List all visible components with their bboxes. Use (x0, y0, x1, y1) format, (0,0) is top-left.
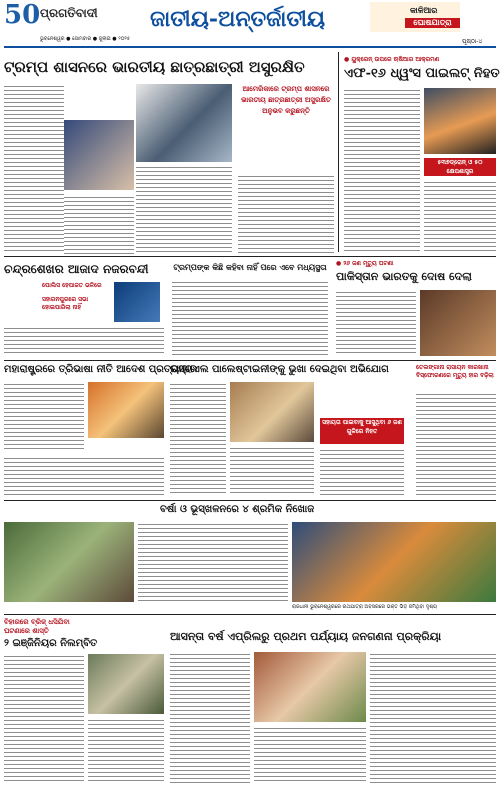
pullquote-trump: ଆମେରିକାରେ ଟ୍ରମ୍ପ ଶାସନରେ ଭାରତୀୟ ଛାତ୍ରଛାତ୍ରୀ ଅସୁରକ୍ଷିତ ଅନୁଭବ କରୁଛନ୍ତି (241, 85, 331, 115)
body-rain (138, 522, 288, 602)
photo-azad (114, 282, 160, 322)
body-israel-1 (170, 382, 226, 496)
photo-bridge (88, 654, 164, 714)
sub-azad-2: ସହାରନପୁରରେ ସଭା ହୋଇପାରିଲା ନାହିଁ (42, 296, 89, 311)
body-azad (4, 326, 164, 356)
date-line: ଭୁବନେଶ୍ୱର ● ସୋମବାର ● ଜୁଲାଇ ● ୨୦୨୫ (40, 36, 130, 42)
body-mediation (172, 280, 328, 356)
body-engineers (4, 654, 84, 784)
stat-f16: ୫୩୭ଡ୍ରୋନ୍ ଓ ୫୦ କ୍ଷେପଣାସ୍ତ୍ର (424, 158, 496, 176)
promo-line1: କାଳିଆର (410, 6, 438, 15)
photo-pakistan (420, 290, 496, 356)
body-maharashtra-1 (4, 382, 84, 452)
body-trump-col2 (64, 195, 134, 255)
headline-rain: ବର୍ଷା ଓ ଭୂସ୍ଖଳନରେ ୪ ଶ୍ରମିକ ନିଖୋଜ (160, 504, 315, 515)
divider-h4 (4, 614, 496, 615)
callout-israel: ସହାୟତା ପାଇବାକୁ ଆସୁଥିବା ୬ ଜଣ ଗୁଳିରେ ନିହତ (320, 418, 404, 444)
headline-f16: ଏଫ-୧୬ ଧ୍ୱଂସ ପାଇଲଟ୍ ନିହତ (344, 66, 500, 81)
body-engineers-2 (88, 718, 164, 784)
body-census-1 (170, 652, 250, 784)
kicker-f16: ● ୟୁକ୍ରେନ୍ ଉପରେ ଋଷିଆର ଆକ୍ରମଣ (344, 56, 440, 63)
headline-israel: ଇସ୍ରାଏଲ ପାଲେଷ୍ଟାଇନୀଙ୍କୁ ଭୁଖା ଦେଇଥିବା ଅଭିଯୋଗ (170, 364, 389, 375)
headline-census: ଆସନ୍ତା ବର୍ଷ ଏପ୍ରିଲରୁ ପ୍ରଥମ ପର୍ଯ୍ୟାୟ ଜନଗଣନା ପ୍ରକ୍ରିୟା (170, 630, 442, 643)
section-title: ଜାତୀୟ-ଅନ୍ତର୍ଜାତୀୟ (150, 6, 326, 32)
paper-name: ପ୍ରଗତିବାଦୀ (40, 6, 98, 20)
headline-engineers: ୨ ଇଞ୍ଜିନିୟର ନିଲମ୍ବିତ (4, 638, 98, 649)
photo-explosion (424, 88, 496, 154)
kicker-pakistan: ● ୨୬ ଜଣ ମୃତ୍ୟୁ ଘଟଣା (336, 260, 394, 267)
headline-azad: ଚନ୍ଦ୍ରଶେଖର ଆଜାଦ ନଜରବନ୍ଦୀ (4, 262, 149, 276)
body-maharashtra-2 (4, 456, 164, 496)
logo-number: 50 (4, 0, 41, 30)
sub-azad-1: ପୋଲିସ ହେପାଜତ ଭଳିରେ (42, 282, 102, 289)
page-number: ପୃଷ୍ଠା-୪ (462, 38, 483, 45)
body-census-3 (370, 652, 496, 784)
body-f16-col2 (424, 180, 496, 252)
photo-students (136, 84, 232, 162)
headline-trump: ଟ୍ରମ୍ପ ଶାସନରେ ଭାରତୀୟ ଛାତ୍ରଛାତ୍ରୀ ଅସୁରକ୍ଷିତ (4, 58, 305, 76)
divider-h3 (4, 500, 496, 501)
photo-census (254, 652, 366, 722)
body-trump-col3 (136, 165, 232, 255)
body-f16-col1 (344, 88, 420, 252)
body-telangana (416, 392, 496, 496)
masthead-rule (4, 46, 496, 48)
promo-line2: ଘୋଷଯାତ୍ରା (405, 18, 460, 28)
headline-mediation: ଟ୍ରମ୍ପଙ୍କ କିଛି କହିବା ନାହିଁ ପରେ ଏବେ ମଧ୍ୟସ୍ଥତା (173, 262, 327, 272)
body-trump-col1 (4, 84, 64, 254)
masthead (0, 0, 500, 50)
body-pakistan (336, 290, 416, 356)
divider-h2 (4, 360, 496, 361)
photo-landslide (4, 522, 134, 602)
divider-v-right (338, 52, 339, 252)
body-census-2 (254, 726, 366, 784)
photo-israel (230, 382, 314, 442)
body-israel-3 (320, 448, 404, 496)
headline-telangana: ତେଲଙ୍ଗାନା ରାସାୟନ କାରଖାନା ବିସ୍ଫୋରଣରେ ମୃତ୍ୟୁ ହାର ବଢ଼ିଲା (416, 364, 494, 379)
sub-engineers-2: ଘଟଣାରେ ଶାସ୍ତି (4, 627, 49, 635)
body-trump-col4 (238, 174, 334, 254)
caption-rain: ରାଜଧାନୀ ଭୁବନେଶ୍ୱରରେ ରଥଯାତ୍ରା ଅବସରରେ ଭକ୍ତ ଭିଡ଼ ଜମିଥିବା ଦୃଶ୍ୟ (292, 604, 438, 610)
headline-maharashtra: ମହାରାଷ୍ଟ୍ରରେ ତ୍ରିଭାଷା ନୀତି ଆଦେଶ ପ୍ରତ୍ୟାହାର (4, 364, 198, 375)
sub-engineers-1: ବିହାରରେ ବ୍ରିଜ୍ ଧସିଯିବା (4, 618, 70, 626)
photo-maharashtra (88, 382, 164, 438)
divider-h1 (4, 256, 496, 257)
body-israel-2 (230, 446, 314, 496)
photo-trump (64, 120, 134, 190)
photo-rathyatra (292, 522, 496, 602)
headline-pakistan: ପାକିସ୍ତାନ ଭାରତକୁ ଦୋଷ ଦେଲା (336, 270, 472, 283)
